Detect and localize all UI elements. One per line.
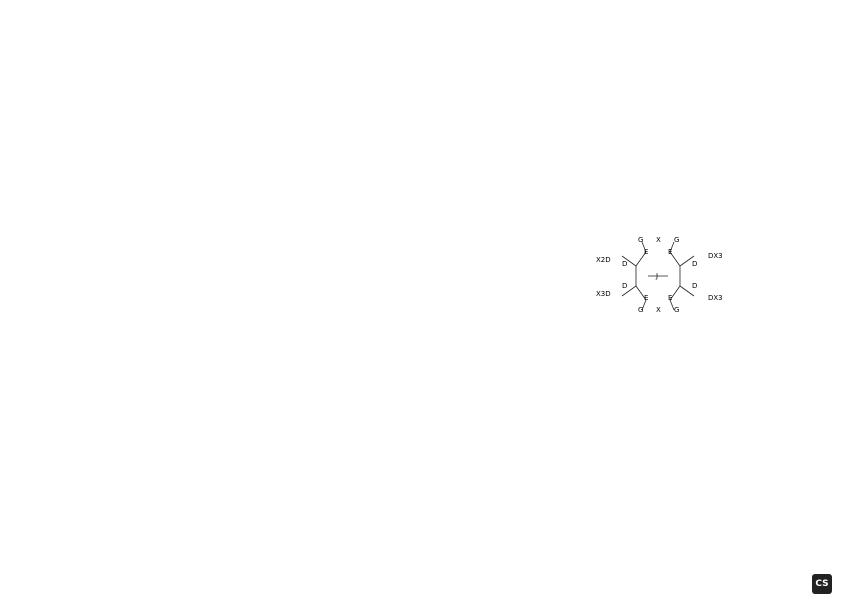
diagram-label: E	[644, 248, 649, 256]
answer-option	[60, 239, 396, 249]
atomic-masses	[60, 159, 396, 169]
right-page	[466, 34, 796, 375]
left-page	[60, 34, 396, 383]
answer-option	[60, 227, 396, 237]
answer-option	[60, 335, 396, 345]
question-stem	[60, 203, 396, 213]
part1-heading	[60, 175, 396, 187]
instructions-heading	[60, 99, 396, 109]
answer-option	[466, 168, 796, 178]
scanner-watermark	[812, 574, 838, 594]
answer-option	[60, 347, 396, 357]
question-stem	[466, 36, 796, 46]
answer-option	[466, 48, 796, 58]
answer-option	[60, 371, 396, 381]
answer-option	[60, 215, 396, 225]
diagram-label: E	[668, 294, 673, 302]
answer-option	[466, 144, 796, 154]
question-stem	[466, 216, 796, 226]
exam-title	[82, 42, 396, 57]
answer-option	[466, 132, 796, 142]
question-stem	[466, 156, 796, 166]
question-stem	[60, 323, 396, 333]
diagram-label: DX3	[708, 294, 723, 302]
answer-option	[466, 204, 796, 214]
diagram-label: D	[622, 260, 628, 268]
diagram-label: G	[674, 236, 680, 244]
answer-option	[466, 120, 796, 130]
diagram-label: X	[656, 306, 661, 314]
scanner-logo: CS	[812, 574, 832, 594]
answer-option	[466, 108, 796, 118]
instruction-item	[60, 135, 396, 145]
answer-option	[466, 72, 796, 82]
diagram-label: G	[638, 306, 644, 314]
answer-option	[60, 311, 396, 321]
instructions-intro	[60, 87, 396, 97]
answer-option	[466, 327, 796, 337]
diagram-label: D	[692, 260, 698, 268]
diagram-label: D	[692, 282, 698, 290]
molecular-structure-diagram	[536, 234, 776, 316]
diagram-label: E	[644, 294, 649, 302]
answer-option	[60, 359, 396, 369]
footer-left	[60, 523, 390, 533]
answer-option	[60, 275, 396, 285]
diagram-label: E	[668, 248, 673, 256]
question-stem	[60, 263, 396, 273]
answer-option	[466, 180, 796, 190]
answer-option	[60, 299, 396, 309]
instruction-item	[60, 123, 396, 133]
diagram-label: G	[674, 306, 680, 314]
answer-option	[466, 84, 796, 94]
diagram-label: D	[622, 282, 628, 290]
diagram-label: X2D	[596, 256, 611, 264]
section-intro	[60, 191, 396, 201]
diagram-label: DX3	[708, 252, 723, 260]
answer-option	[60, 287, 396, 297]
question-stem	[466, 96, 796, 106]
answer-option	[60, 251, 396, 261]
answer-option	[466, 339, 796, 349]
diagram-label: X	[656, 236, 661, 244]
exam-subtitle	[82, 65, 396, 79]
answer-option	[466, 192, 796, 202]
instruction-item	[60, 111, 396, 121]
diagram-label: X3D	[596, 290, 611, 298]
diagram-label: J	[656, 272, 659, 280]
diagram-label: G	[638, 236, 644, 244]
answer-option	[466, 60, 796, 70]
answer-option	[466, 363, 796, 373]
answer-option	[466, 351, 796, 361]
footer-right	[466, 523, 796, 533]
diagram-labels	[596, 236, 723, 314]
instruction-item	[60, 147, 396, 157]
